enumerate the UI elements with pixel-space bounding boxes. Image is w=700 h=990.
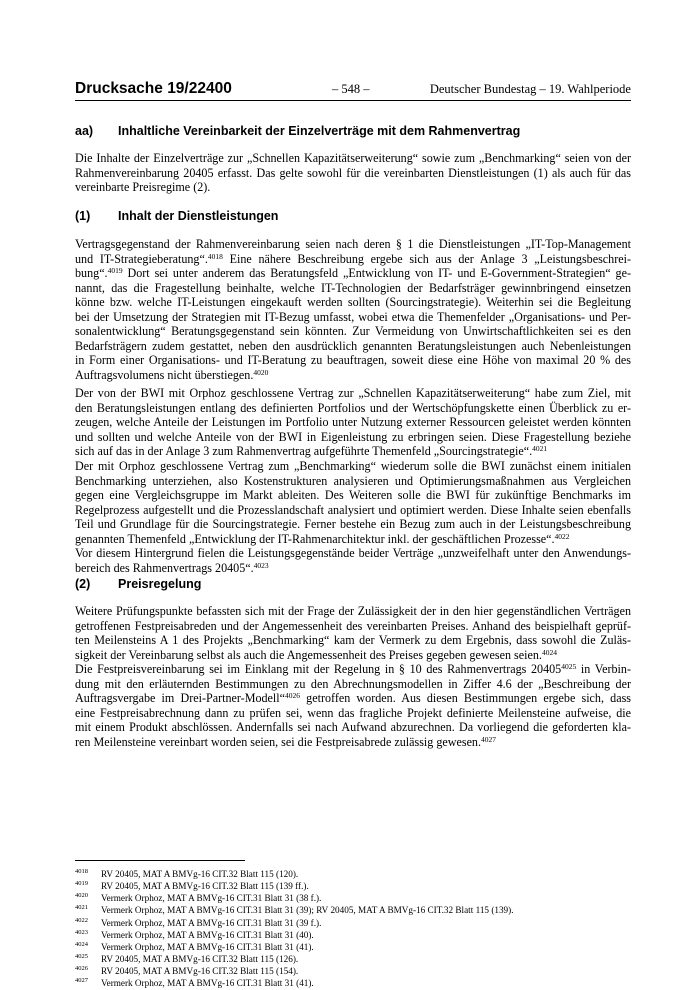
footnote-ref[interactable]: 4022 — [554, 531, 570, 541]
footnote-number: 4018 — [75, 868, 88, 875]
document-id: 22400 — [188, 80, 232, 97]
section-number: (1) — [75, 209, 91, 223]
footnote-ref[interactable]: 4027 — [481, 734, 497, 744]
text-line: zeugen, welche Anteile der Leistungen im Portfolio unter Nutzung externer Ressourcen geleistet werden könnten — [75, 415, 631, 429]
footnote — [75, 868, 631, 880]
footnote-number: 4025 — [75, 952, 88, 960]
text-run: und IT-Strategieberatung“. — [75, 251, 208, 266]
footnote-number: 4024 — [75, 940, 88, 948]
paragraph-services — [75, 237, 631, 382]
text-run: Eine nähere Beschreibung ergebe sich aus der Anlage 3 „Leistungsbeschrei- — [222, 251, 631, 266]
footnote-ref[interactable]: 4019 — [107, 266, 123, 275]
footnote-text: Vermerk Orphoz, MAT A BMVg-16 CIT.31 Blatt 31 (38 f.). — [101, 893, 322, 904]
paragraph-capacity-contract — [75, 386, 631, 459]
footnote — [75, 904, 631, 916]
footnote-number: 4027 — [75, 977, 88, 985]
text-line — [75, 444, 631, 459]
footnote-text: Vermerk Orphoz, MAT A BMVg-16 CIT.31 Blatt 31 (40). — [101, 929, 314, 940]
text-run: Auftragsvergabe im Drei-Partner-Modell“ — [75, 691, 285, 705]
footnote-number: 4022 — [75, 916, 88, 924]
paragraph-benchmarking-contract — [75, 459, 631, 546]
footnote-text: RV 20405, MAT A BMVg-16 CIT.32 Blatt 115 (139 ff.). — [101, 881, 309, 892]
text-line: Rahmenvereinbarung 20405 erfasst. Das gelte sowohl für die vereinbarten Dienstleistungen (1) als auch für das — [75, 165, 631, 180]
text-line — [75, 561, 631, 576]
text-line: sonalentwicklung“ Beratungsgegenstand sein könnten. Zur Vermeidung von Unwirtschaftlichkeiten sei es den — [75, 324, 631, 338]
footnote — [75, 892, 631, 904]
footnote-text: RV 20405, MAT A BMVg-16 CIT.32 Blatt 115 (120). — [101, 869, 299, 879]
footnote — [75, 917, 631, 929]
paragraph-conclusion — [75, 546, 631, 575]
footnote — [75, 880, 631, 892]
text-line — [75, 662, 631, 677]
text-line: in Form einer Organisations- und IT-Beratung zu beauftragen, soweit diese eine Höhe von maximal 20 % des — [75, 353, 631, 367]
text-line — [75, 735, 631, 750]
text-line — [75, 648, 631, 663]
text-line: ten Meilensteins A 1 des Projekts „Benchmarking“ kam der Vermerk zu dem Ergebnis, dass sowohl die Zuläs- — [75, 633, 631, 647]
footnotes — [75, 868, 631, 989]
footnote-ref[interactable]: 4018 — [207, 251, 223, 261]
text-line: nannt, das die Fragestellung beinhalte, welche IT-Technologien der Bedarfsträger gewinnbringend einsetzen — [75, 280, 631, 295]
text-line: Weitere Prüfungspunkte befassten sich mit der Frage der Zulässigkeit der in den hier gegenständlichen Verträgen — [75, 604, 631, 618]
text-line: Regelprozess aufgestellt und die Prozesslandschaft analysiert und optimiert werden. Diese Inhalte seien ebenfalls — [75, 502, 631, 517]
section-title: Inhaltliche Vereinbarkeit der Einzelverträge mit dem Rahmenvertrag — [118, 124, 521, 138]
footnote-ref[interactable]: 4026 — [285, 691, 300, 700]
footnote-ref[interactable]: 4023 — [253, 560, 269, 570]
footnote — [75, 965, 631, 977]
text-run: bung“. — [75, 266, 108, 280]
footnote-ref[interactable]: 4021 — [532, 444, 548, 453]
text-line: Bedarfsträgern zudem gestattet, neben den ausdrücklich genannten Beratungsleistungen auch Nebenleistungen — [75, 338, 631, 353]
footnote-ref[interactable]: 4025 — [561, 662, 577, 671]
footnote — [75, 953, 631, 965]
text-line: eine Festpreisabrechnung dann zu prüfen sei, wenn das fragliche Projekt definierte Meilensteine aufweise, die — [75, 705, 631, 720]
text-line: Der mit Orphoz geschlossene Vertrag zum „Benchmarking“ wiederum solle die BWI zunächst einem initialen — [75, 459, 631, 473]
text-line: Vertragsgegenstand der Rahmenvereinbarung seien nach deren § 1 die Dienstleistungen „IT-Top-Management — [75, 237, 631, 251]
paragraph-price-check — [75, 604, 631, 662]
section-title: Inhalt der Dienstleistungen — [118, 209, 279, 223]
text-line: vereinbarte Preisregime (2). — [75, 180, 211, 194]
text-line — [75, 266, 631, 281]
text-run: Auftragsvolumens nicht überstiegen. — [75, 367, 254, 382]
text-run: getroffen worden. Aus diesen Bestimmungen ergebe sich, dass — [300, 691, 631, 705]
text-line — [75, 691, 631, 706]
section-number: aa) — [75, 124, 94, 138]
text-line: dung mit den erläuternden Bestimmungen zu den Abrechnungsmodellen in Ziffer 4.6 der „Beschreibung der — [75, 676, 631, 691]
paragraph-fixed-price — [75, 662, 631, 749]
text-run: bereich des Rahmenvertrags 20405“. — [75, 560, 254, 575]
document-label: Drucksache 19/ — [75, 80, 189, 97]
text-run: Dort sei unter anderem das Beratungsfeld „Entwicklung von IT- und E-Government-Strategien“ ge- — [122, 266, 631, 280]
text-line: Der von der BWI mit Orphoz geschlossene Vertrag zur „Schnellen Kapazitätserweiterung“ habe zum Ziel, mit — [75, 386, 631, 400]
paragraph-intro — [75, 151, 631, 195]
footnote — [75, 977, 631, 989]
footnote-number: 4021 — [75, 904, 88, 912]
text-line: den Beratungsleistungen entlang des definierten Portfolios und der Wertschöpfungskette einen Überblick zu er- — [75, 400, 631, 415]
text-line: Vor diesem Hintergrund fielen die Leistungsgegenstände beider Verträge „unzweifelhaft unter den Anwendungs- — [75, 546, 631, 560]
text-run: in Verbin- — [576, 662, 631, 676]
text-line: und sollten und welche Anteile von der BWI in Eigenleistung zu erbringen seien. Diese Fragestellung beziehe — [75, 429, 631, 444]
publisher-label: Deutscher Bundestag – 19. Wahlperiode — [429, 82, 631, 96]
footnote-ref[interactable]: 4024 — [541, 647, 557, 657]
text-line: bei der Umsetzung der Strategien mit IT-Bezug umfasst, wobei etwa die Themenfelder „Organisations- und Per- — [75, 309, 631, 324]
footnote — [75, 941, 631, 953]
document-number — [75, 80, 232, 98]
footnote-divider — [75, 860, 245, 861]
text-line: könne bzw. welche IT-Leistungen eingekauft werden sollten (Sourcingstrategie). Weiterhin sei die Begleitung — [75, 295, 631, 309]
text-line — [75, 368, 631, 383]
footnote-text: Vermerk Orphoz, MAT A BMVg-16 CIT.31 Blatt 31 (39); RV 20405, MAT A BMVg-16 CIT.32 Blatt 115 (139). — [101, 905, 514, 916]
text-line: Benchmarking unterziehen, also Kostenstrukturen analysieren und Optimierungsmaßnahmen aus Vergleichen — [75, 473, 631, 488]
footnote-text: RV 20405, MAT A BMVg-16 CIT.32 Blatt 115 (154). — [101, 966, 299, 977]
text-line: getroffenen Festpreisabreden und der Angemessenheit des vereinbarten Preises. Anhand des beispielhaft geprüf- — [75, 618, 631, 633]
text-run: ren Meilensteine vereinbart worden seien, sei die Festpreisabrede zulässig gewesen. — [75, 734, 482, 749]
text-line: mit einem Produkt abschlössen. Andernfalls sei nach Aufwand abzurechnen. Da vorliegend die geforderten kla- — [75, 720, 631, 734]
text-run: sigkeit der Vereinbarung selbst als auch die Angemessenheit des Preises gegeben gewesen seien. — [75, 647, 542, 662]
footnote-text: Vermerk Orphoz, MAT A BMVg-16 CIT.31 Blatt 31 (39 f.). — [101, 917, 322, 928]
page-number: – 548 – — [332, 82, 370, 96]
footnote-number: 4019 — [75, 880, 88, 888]
page-header — [75, 80, 631, 101]
text-run: Die Festpreisvereinbarung sei im Einklang mit der Regelung in § 10 des Rahmenvertrags 20405 — [75, 662, 562, 676]
text-line — [75, 252, 631, 267]
footnote-ref[interactable]: 4020 — [253, 367, 269, 377]
footnote-text: Vermerk Orphoz, MAT A BMVg-16 CIT.31 Blatt 31 (41). — [101, 941, 314, 952]
footnote-text: RV 20405, MAT A BMVg-16 CIT.32 Blatt 115 (126). — [101, 953, 299, 964]
footnote-text: Vermerk Orphoz, MAT A BMVg-16 CIT.31 Blatt 31 (41). — [101, 978, 314, 989]
footnote-number: 4026 — [75, 965, 88, 973]
footnote-number: 4020 — [75, 892, 88, 900]
text-line: Die Inhalte der Einzelverträge zur „Schnellen Kapazitätserweiterung“ sowie zum „Benchmarking“ seien von der — [75, 151, 631, 165]
section-number: (2) — [75, 577, 91, 591]
text-line — [75, 532, 631, 547]
text-run: genannten Themenfeld „Entwicklung der IT-Rahmenarchitektur inkl. der geschäftlichen Prozesse“. — [75, 531, 555, 546]
text-run: sich auf das in der Anlage 3 zum Rahmenvertrag aufgeführte Themenfeld „Sourcingstrategie“. — [75, 444, 533, 458]
text-line: Teil und Grundlage für die Sourcingstrategie. Ferner bestehe ein Bezug zum auch in der Leistungsbeschreibung — [75, 517, 631, 531]
section-title: Preisregelung — [118, 577, 202, 591]
text-line: gegen eine Vergleichsgruppe im Markt ableiten. Des Weiteren solle die BWI für zukünftige Benchmarks im — [75, 488, 631, 502]
footnote — [75, 929, 631, 941]
footnote-number: 4023 — [75, 928, 88, 936]
